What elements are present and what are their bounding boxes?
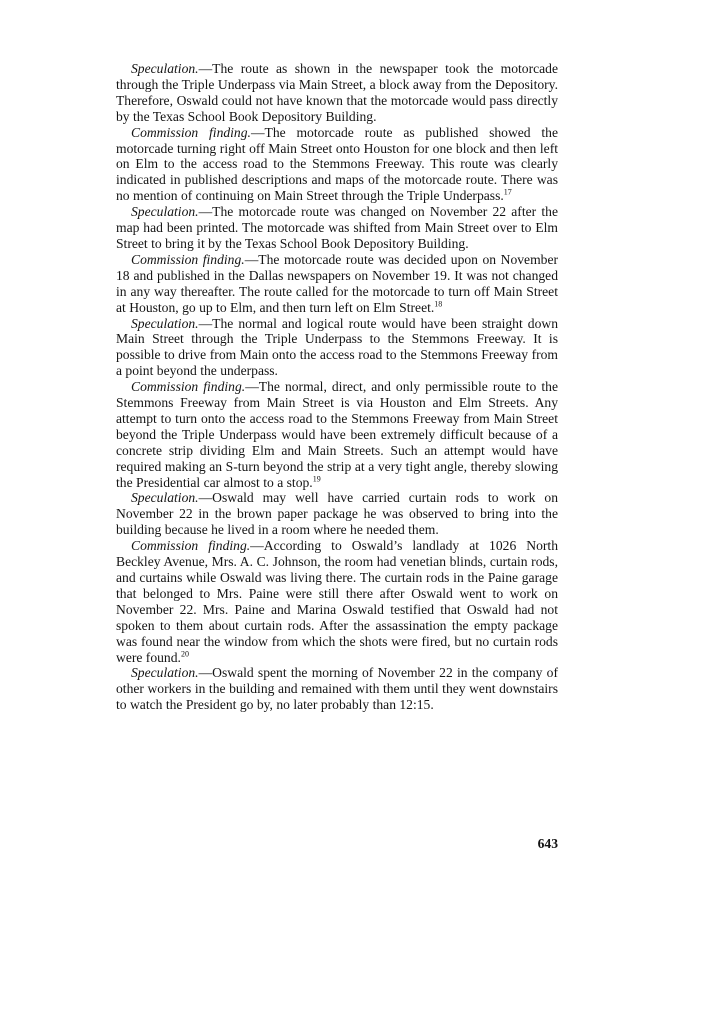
paragraph-commission-finding (116, 538, 558, 665)
paragraph-body: —According to Oswald’s landlady at 1026 North Beckley Avenue, Mrs. A. C. Johnson, the room had venetian blinds, curtain rods, and curtains while Oswald was living there. The curtain rods in the Paine garage that belonged to Mrs. Paine were still there after Oswald went to work on November 22. Mrs. Paine and Marina Oswald testified that Oswald had not spoken to them about curtain rods. After the assassination the empty package was found near the window from which the shots were fired, but no curtain rods were found. (116, 538, 558, 665)
paragraph-commission-finding (116, 125, 558, 205)
paragraph-body: —The motorcade route was decided upon on November 18 and published in the Dallas newspapers on November 19. It was not changed in any way thereafter. The route called for the motorcade to turn off Main Street at Houston, go up to Elm, and then turn left on Elm Street. (116, 251, 558, 315)
paragraph-body: —The motorcade route was changed on November 22 after the map had been printed. The motorcade was shifted from Main Street over to Elm Street to bring it by the Texas School Book Depository Building. (116, 204, 558, 251)
paragraph-body: —Oswald may well have carried curtain rods to work on November 22 in the brown paper package he was observed to bring into the building because he lived in a room where he needed them. (116, 490, 558, 538)
paragraph-speculation (116, 316, 558, 380)
paragraph-lead: Speculation. (131, 490, 199, 506)
body-text (116, 61, 558, 713)
footnote-marker: 17 (503, 187, 512, 197)
footnote-marker: 19 (312, 474, 321, 484)
paragraph-body: —Oswald spent the morning of November 22 in the company of other workers in the building and remained with them until they went downstairs to watch the President go by, no later probably than 12:15. (116, 665, 558, 713)
footnote-marker: 20 (180, 649, 189, 658)
paragraph-lead: Commission finding. (131, 379, 246, 395)
paragraph-speculation (116, 665, 558, 713)
paragraph-lead: Speculation. (131, 315, 199, 331)
paragraph-lead: Speculation. (131, 204, 199, 220)
paragraph-body: —The motorcade route as published showed the motorcade turning right off Main Street onto Houston for one block and then left on Elm to the access road to the Stemmons Freeway. This route was clearly indicated in published descriptions and maps of the motorcade route. There was no mention of continuing on Main Street through the Triple Underpass. (116, 124, 558, 204)
paragraph-speculation (116, 61, 558, 125)
paragraph-lead: Speculation. (131, 665, 199, 681)
paragraph-body: —The route as shown in the newspaper took the motorcade through the Triple Underpass via Main Street, a block away from the Depository. Therefore, Oswald could not have known that the motorcade would pass directly by the Texas School Book Depository Building. (116, 61, 558, 124)
paragraph-commission-finding (116, 379, 558, 490)
footnote-marker: 18 (434, 299, 443, 309)
paragraph-speculation (116, 204, 558, 252)
page-number: 643 (537, 836, 558, 851)
paragraph-lead: Commission finding. (131, 251, 245, 267)
paragraph-body: —The normal and logical route would have been straight down Main Street through the Triple Underpass to the Stemmons Freeway. It is possible to drive from Main onto the access road to the Stemmons Freeway from a point beyond the underpass. (116, 315, 558, 379)
paragraph-commission-finding (116, 252, 558, 316)
paragraph-lead: Commission finding. (131, 538, 251, 554)
paragraph-lead: Commission finding. (131, 124, 251, 140)
paragraph-body: —The normal, direct, and only permissible route to the Stemmons Freeway from Main Street is via Houston and Elm Streets. Any attempt to turn onto the access road to the Stemmons Freeway from Main Street beyond the Triple Underpass would have been extremely difficult because of a concrete strip dividing Elm and Main Streets. Such an attempt would have required making an S-turn beyond the strip at a very tight angle, thereby slowing the Presidential car almost to a stop. (116, 379, 558, 490)
paragraph-lead: Speculation. (131, 61, 199, 76)
paragraph-speculation (116, 490, 558, 538)
